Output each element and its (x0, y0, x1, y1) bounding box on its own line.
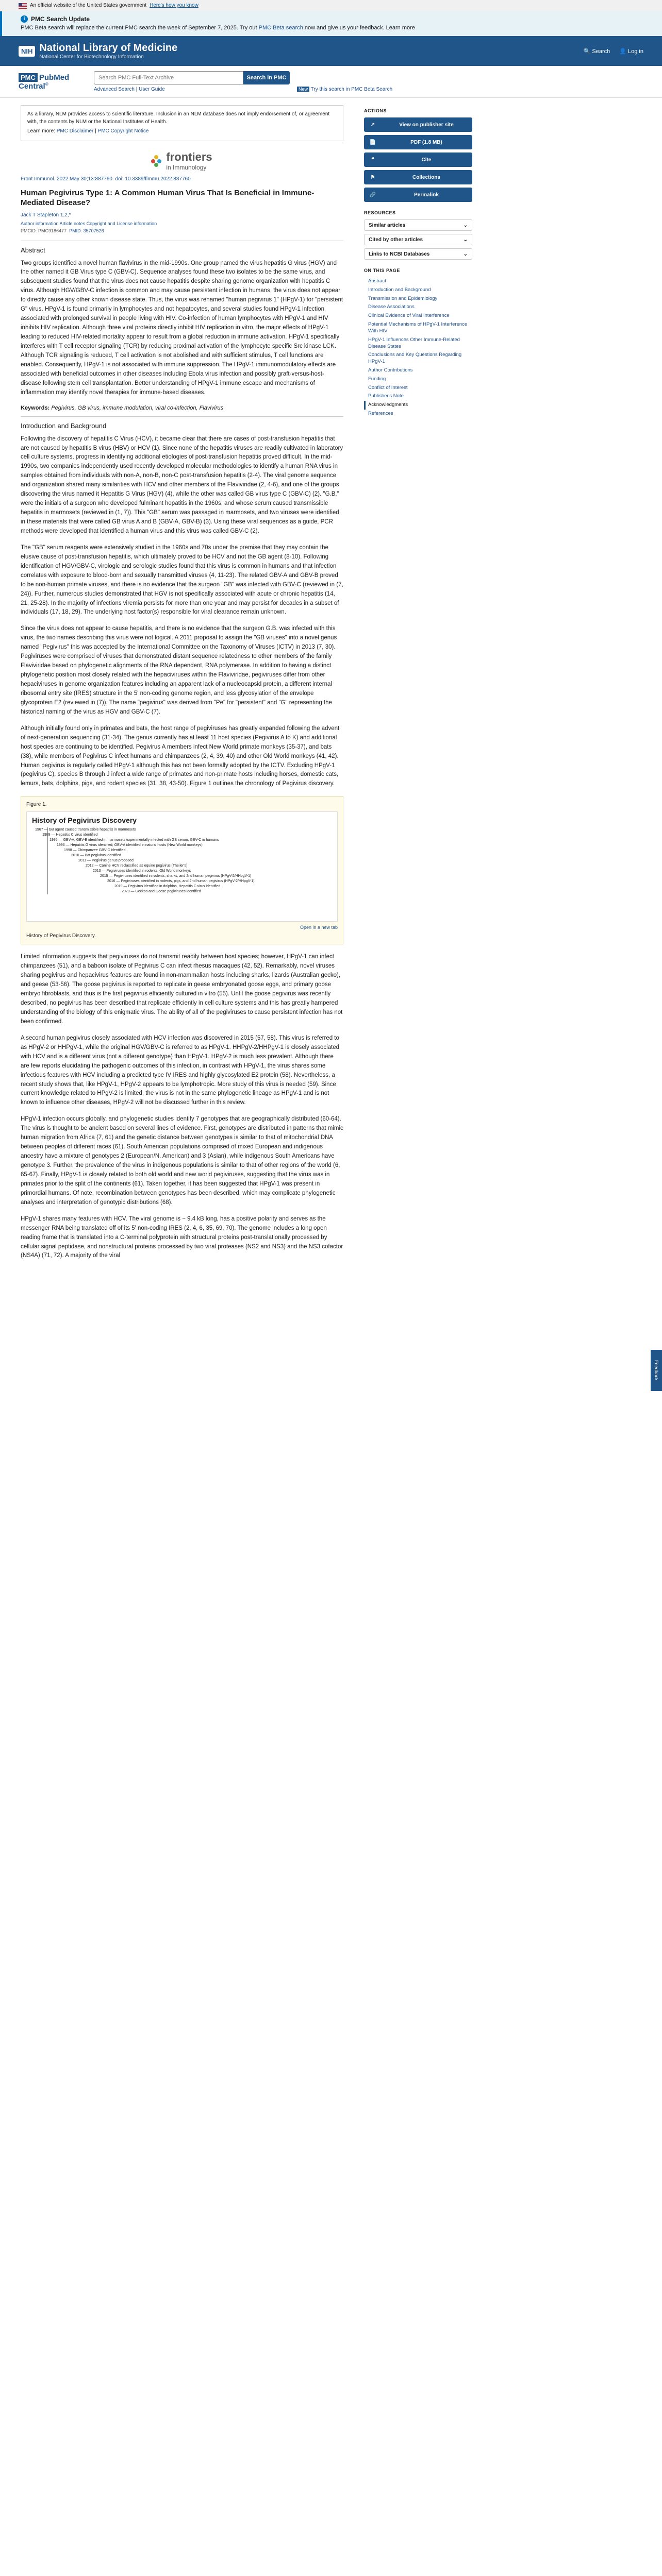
timeline-text: — GBV-A, GBV-B identified in marmosets experimentally infected with GB serum; GBV-C in humans (57, 838, 219, 842)
collections-label: Collections (412, 174, 440, 180)
alert-tail: now and give us your feedback. Learn more (304, 25, 415, 31)
timeline-text: — Pegivirus genus proposed (86, 859, 134, 863)
cited-by-accordion[interactable] (364, 234, 472, 245)
author-list[interactable]: Jack T Stapleton 1,2,* (21, 212, 71, 218)
try-beta-link[interactable]: Try this search in PMC Beta Search (310, 87, 393, 92)
toc-item[interactable]: HPgV-1 Influences Other Immune-Related Disease States (368, 336, 460, 349)
figure-1 (21, 796, 343, 944)
toc-item[interactable]: Publisher's Note (368, 393, 404, 399)
timeline-year: 2019 (114, 885, 123, 889)
nlm-header (0, 36, 662, 66)
timeline-year: 1995 (49, 838, 58, 842)
toc-item[interactable]: Abstract (368, 278, 386, 284)
info-icon: i (21, 15, 28, 23)
us-flag-icon (19, 3, 27, 9)
pmc-search-bar: PMC PubMed Central® Search PMC Full-Text Archive Search in PMC Advanced Search | User Guide New Try this search in PMC Beta Search (0, 66, 662, 98)
cite-button[interactable] (364, 152, 472, 167)
paragraph: HPgV-1 infection occurs globally, and phylogenetic studies identify 7 genotypes that are geographically distributed (60-64). The virus is thought to be ancient based on several lines of evidence. First, genotypes are distributed in patterns that mimic human migration from Africa (7, 61) and the genetic distance between genotypes is similar to that of mitochondrial DNA between peoples of different races (61). South American populations comprised of mixed European and indigenous ancestry have a mixture of genotypes 2 (European/N. American) and 3 (Asian), while indigenous South Americans have genotype 3. Further, the prevalence of the virus in indigenous populations is similar to that of other regions of the world (6, 65-67). Finally, HPgV-1 is closely related to both old world and new world pegiviruses, suggesting that the virus was in primates prior to the split of the continents (61). Taken together, it has been suggested that HPgV-1 was present in primordial humans. Of note, recombination between genotypes has been described, which may complicate phylogenetic analyses and interpretation of genotypic distributions (68). (21, 1116, 343, 1206)
search-update-alert (0, 11, 662, 36)
pmcid: PMCID: PMC9186477 (21, 228, 67, 233)
timeline-text: — Pegiviruses identified in rodents, sharks, and 2nd human pegivirus (HPgV-2/HHpgV-1) (108, 874, 252, 878)
view-publisher-label: View on publisher site (399, 122, 454, 128)
timeline-text: — Geckos and Goose pegiviruses identified (129, 890, 201, 894)
timeline-year: 2020 (122, 890, 130, 894)
timeline-year: 1989 (42, 833, 51, 837)
timeline-year: 1998 (64, 849, 72, 853)
paragraph: A second human pegivirus closely associated with HCV infection was discovered in 2015 (57, 58). This virus is referred to as HPgV-2 or HHPgV-1, while the original HGV/GBV-C is referred to as HPgV-1. HHPgV-2/HHPgV-1 is closely associated with HCV and is a different virus (not a different genotype) than HPgV-1. HPgV-2 is much less prevalent. Although there are few reports elucidating the pathogenic outcomes of this infection, in contrast with HPgV-1, the virus shares some infectious features with HCV including a predicted type IV IRES and highly glycosylated E2 protein (58). Nevertheless, a recent study shows that, like HPgV-1, HPgV-2 appears to be lymphotropic. More study of this virus is needed (59). Since current knowledge related to HPgV-2 is limited, the virus is not in the same phylogenetic lineage as HPgV-1 and is not known to influence other diseases, HPgV-2 will not be discussed further in this review. (21, 1035, 340, 1106)
timeline-year: 2016 (107, 879, 115, 884)
paragraph: The "GB" serum reagents were extensively studied in the 1960s and 70s under the premise that they may contain the elusive cause of post-transfusion hepatitis, which ultimately proved to be HCV and not the GB agent (8-10). Following identification of HGV/GBV-C, virologic and serologic studies found that this virus is common in humans and that infection correlates with exposure to blood-born and sexually transmitted viruses (4, 11-23). The related GBV-A and GBV-B proved to be non-human primate viruses, and there is no evidence that the surgeon "GB" was infected with GBV-C (reviewed in (7, 24)). Further, numerous studies demonstrated that HGV is not specifically associated with acute or chronic hepatitis (14, 21, 25-28). In the majority of infections viremia persists for more than one year and may persist for decades in a subset of individuals (17, 18, 29). The underlying host factor(s) responsible for viral clearance remain unknown. (21, 544, 343, 616)
timeline-event (32, 848, 332, 853)
timeline-event (32, 843, 332, 848)
keywords-label: Keywords: (21, 404, 50, 411)
external-link-icon: ↗ (370, 122, 375, 128)
article-title: Human Pegivirus Type 1: A Common Human Virus That Is Beneficial in Immune-Mediated Disease? (21, 188, 315, 207)
author-info-links[interactable]: Author information Article notes Copyright and License information (21, 221, 157, 226)
figure-caption: History of Pegivirus Discovery. (26, 933, 96, 939)
toc-item[interactable]: References (368, 411, 393, 416)
toc-item[interactable]: Acknowledgments (364, 401, 472, 410)
keywords (21, 405, 343, 411)
timeline-text: — Bat pegivirus identified (79, 854, 121, 858)
beta-search-link[interactable]: PMC Beta search (258, 25, 303, 31)
open-new-tab-link[interactable]: Open in a new tab (300, 925, 338, 930)
nlm-title[interactable]: National Library of Medicine (39, 42, 178, 54)
timeline-axis (47, 827, 48, 894)
ncbi-links-label: Links to NCBI Databases (369, 251, 430, 257)
alert-title: PMC Search Update (31, 15, 90, 23)
divider (21, 416, 343, 417)
intro-heading: Introduction and Background (21, 421, 107, 430)
toc-item[interactable]: Clinical Evidence of Viral Interference (368, 313, 450, 319)
paragraph: Limited information suggests that pegiviruses do not transmit readily between host species; however, HPgV-1 can infect chimpanzees (51), and a baboon isolate of Pegivirus C can infect rhesus macaques (42, 52). Remarkably, novel viruses sharing pegivirus and hepacivirus features are found in non-mammalian hosts including sharks, lizards (Australian gecko), and geese (53-56). The goose pegivirus is reported to replicate in geese embryonated goose eggs, and primary goose embryo fibroblasts, and thus is the first pegivirus efficiently cultured in vitro (55). Until the goose pegivirus was recently described, no pegivirus has been described that replicate efficiently in cell culture systems and this has greatly hampered understanding of the biology of this enigmatic virus. The ability of all of the pegiviruses to cause persistent infection has not been confirmed. (21, 954, 343, 1025)
alert-text: PMC Beta search will replace the current PMC search the week of September 7, 2025. Try out (21, 25, 257, 31)
frontiers-mark-icon (150, 154, 163, 167)
view-publisher-button[interactable] (364, 117, 472, 132)
header-search-label: Search (592, 48, 610, 55)
nih-logo[interactable]: NIH (19, 46, 35, 57)
timeline-event (32, 853, 332, 858)
abstract-text: Two groups identified a novel human flavivirus in the mid-1990s. One group named the virus hepatitis G virus (HGV) and the other named it GB Virus type C (GBV-C). Sequence analyses found these two isolates to be the same virus, and subsequent studies found that the virus does not cause hepatitis despite sharing genome organization with hepatitis C virus. Although HGV/GBV-C infection is common and may cause persistent infection in humans, the virus does not appear to directly cause any other known disease state. Thus, the virus was renamed "human pegivirus 1" (HPgV-1) for "persistent G" virus. HPgV-1 is found primarily in lymphocytes and not hepatocytes, and several studies found HPgV-1 infection associated with prolonged survival in people living with HIV. Co-infection of human lymphocytes with HPgV-1 and HIV inhibits HIV replication. Although three viral proteins directly inhibit HIV replication in vitro, the major effects of HPgV-1 leading to reduced HIV-related mortality appear to result from a global reduction in immune activation. HPgV-1 specifically interferes with T cell receptor signaling (TCR) by reducing proximal activation of the lymphocyte specific Src kinase LCK. Although TCR signaling is reduced, T cell activation is not abolished and with sufficient stimulus, T cell functions are enabled. Consequently, HPgV-1 is not associated with immune suppression. The HPgV-1 immunomodulatory effects are associated with beneficial outcomes in other diseases including Ebola virus infection and possibly graft-versus-host-disease following stem cell transplantation. Better understanding of HPgV-1 immune escape and mechanisms of inflammation may identify novel therapies for immune-based diseases. (21, 260, 343, 396)
chevron-down-icon: ⌄ (463, 251, 468, 257)
timeline-year: 2011 (78, 859, 87, 863)
abstract-heading: Abstract (21, 246, 45, 254)
resources-heading: RESOURCES (364, 210, 396, 215)
journal-brand: frontiers (166, 150, 212, 163)
document-icon: 📄 (369, 139, 376, 145)
timeline-year: 1996 (57, 843, 65, 848)
toc-item[interactable]: Conclusions and Key Questions Regarding HPgV-1 (368, 352, 462, 365)
citation[interactable]: Front Immunol. 2022 May 30;13:887760. doi: 10.3389/fimmu.2022.887760 (21, 176, 191, 182)
login-button[interactable]: 👤 Log in (619, 48, 643, 55)
timeline-year: 2015 (100, 874, 108, 878)
login-label: Log in (628, 48, 643, 55)
gov-banner (0, 0, 662, 11)
header-search-button[interactable]: 🔍 Search (583, 48, 610, 55)
timeline (32, 827, 332, 894)
timeline-event (32, 833, 332, 838)
paragraph: Since the virus does not appear to cause hepatitis, and there is no evidence that the surgeon G.B. was infected with this virus, the two names describing this virus were not logical. A 2011 proposal to assign the "GB viruses" into a novel genus named "Pegivirus" this was accepted by the International Committee on the Taxonomy of Viruses (ICTV) in 2013 (7, 30). Pegiviruses were comprised of viruses that demonstrated distant sequence relatedness to other members of the family Flaviviridae based on phylogenetic alignments of the RNA dependent, RNA polymerase. In addition to having a distinct phylogenetic position most closely related with the hepaciviruses within the Flaviviridae, pegiviruses differ from other hepaciviruses in genome organization features including an apparent lack of a nucleocapsid protein, a different internal ribosomal entry site (IRES) structure in the 5' non-coding genome region, and less glycosylation of the envelope glycoprotein E2 (reviewed in (7)). The name "pegivirus" was derived from "Pe" for "persistent" and "G" representing the historical naming of the virus as HGV and GBV-C (7). (21, 625, 337, 715)
gov-banner-link[interactable]: Here's how you know (150, 3, 198, 8)
pdf-button[interactable] (364, 135, 472, 149)
on-this-page-heading: ON THIS PAGE (364, 268, 400, 273)
toc-item[interactable]: Disease Associations (368, 304, 415, 310)
timeline-text: — Pegivirus identified in dolphins, Hepatitis C virus identified (122, 885, 221, 889)
nlm-subtitle: National Center for Biotechnology Information (39, 54, 144, 60)
timeline-year: 2012 (86, 864, 94, 868)
timeline-event (32, 858, 332, 863)
pmc-search-input[interactable]: Search PMC Full-Text Archive (94, 71, 243, 84)
search-in-pmc-button[interactable]: Search in PMC (243, 71, 290, 84)
article-ids (21, 228, 343, 233)
toc-item[interactable]: Transmission and Epidemiology (368, 295, 438, 301)
sidebar (364, 98, 472, 1268)
timeline-event (32, 884, 332, 889)
gov-banner-text: An official website of the United States government (30, 3, 147, 8)
link-icon: 🔗 (369, 192, 376, 198)
timeline-year: 1967 (35, 828, 43, 832)
timeline-text: — Pegiviruses identified in rodents, pigs, and 2nd human pegivirus (HPgV-2/HHpgV-1) (115, 879, 255, 884)
timeline-text: — GB agent caused transmissible hepatitis in marmosets (43, 828, 136, 832)
chevron-down-icon: ⌄ (463, 236, 468, 243)
timeline-event (32, 869, 332, 874)
figure-label: Figure 1. (26, 802, 47, 808)
feedback-button[interactable]: Feedback (651, 1350, 662, 1391)
timeline-text: — Chimpanzee GBV-C identified (72, 849, 126, 853)
pmc-logo-mark: PMC (19, 73, 38, 82)
toc-item[interactable]: Potential Mechanisms of HPgV-1 Interference With HIV (368, 321, 468, 334)
pmc-disclaimer-link[interactable]: PMC Disclaimer (56, 128, 94, 134)
toc-item[interactable]: Funding (368, 376, 386, 382)
user-guide-link[interactable]: User Guide (139, 87, 165, 92)
article-main (19, 98, 343, 1268)
toc-item[interactable]: Author Contributions (368, 367, 413, 373)
journal-logo[interactable] (19, 150, 343, 171)
journal-sub: in Immunology (166, 163, 207, 171)
similar-articles-accordion[interactable] (364, 219, 472, 231)
timeline-text: — Hepatitis G virus identified; GBV-A identified in natural hosts (New World monkeys) (64, 843, 203, 848)
timeline-event (32, 889, 332, 894)
quote-icon: ❝ (371, 157, 374, 163)
collections-button[interactable] (364, 170, 472, 184)
timeline-text: — Pegiviruses identified in rodents, Old World monkeys (101, 869, 191, 873)
permalink-button[interactable] (364, 188, 472, 202)
timeline-event (32, 879, 332, 884)
figure-title: History of Pegivirus Discovery (32, 816, 137, 825)
disclaimer-text: As a library, NLM provides access to scientific literature. Inclusion in an NLM database does not imply endorsement of, or agreement with, the contents by NLM or the National Institutes of Health. (27, 111, 330, 125)
timeline-year: 2013 (93, 869, 101, 873)
timeline-text: — Hepatitis C virus identified (50, 833, 98, 837)
paragraph: Following the discovery of hepatitis C Virus (HCV), it became clear that there are cases of post-transfusion hepatitis that are not caused by hepatitis B virus (HBV) or HCV (1). Since none of the hepatitis viruses are readily cultivated in laboratory cell culture systems, progress in identifying additional etiologies of post-transfusion hepatitis proved difficult. In the mid-1990s, two companies independently used recently developed molecular methodologies to identify a human RNA virus in samples obtained from individuals with non-A, non-B, non-C post-transfusion hepatitis (2-4). The viral genome sequence and organization shared many similarities with HCV and other members of the Flaviviridae (2, 4-6), and one of the groups discovering the virus named it Hepatitis G Virus (HGV) (4), while the other was called GB virus type C (GBV-C) (2). "G.B." were the initials of a surgeon who developed fulminant hepatitis in the 1960s, and whose serum caused transmissible hepatitis in marmosets (reviewed in (1, 7)). This "GB" serum was passaged in marmosets, and two viruses were identified in these materials that were called GB virus A and B (GBV-A, GBV-B) (3). Using these viral sequences as a guide, PCR methods were developed that identified a human virus and this virus was called GBV-C (2). (21, 435, 343, 534)
similar-articles-label: Similar articles (369, 222, 406, 228)
timeline-event (32, 838, 332, 843)
timeline-event (32, 874, 332, 879)
timeline-event (32, 827, 332, 833)
advanced-search-link[interactable]: Advanced Search (94, 87, 135, 92)
pmc-logo-text: PubMed Central (19, 73, 70, 91)
disclaimer-sep: | (95, 128, 96, 134)
timeline-text: — Canine HCV reclassified as equine pegivirus (Theiler's) (93, 864, 188, 868)
permalink-label: Permalink (414, 192, 439, 198)
paragraph: Although initially found only in primates and bats, the host range of pegiviruses has greatly expanded following the advent of next-generation sequencing (31-34). The genus currently has at least 11 host species (Pegivirus A to K) and additional host species are continuing to be identified. Pegivirus A members infect New World primate monkeys (35-37), and bats (38), while members of Pegivirus C infect humans and chimpanzees (2, 4, 39, 40) and other Old World monkeys (41, 42). Human pegivirus is regularly called HPgV-1 although this has not been formally adopted by the ICTV. Excluding HPgV-1 (pegivirus C), species B through J infect a wide range of primates and non-primate hosts including horses, domestic cats, lemurs, bats, dolphins, pigs, and rodent species (31, 38, 43-50). Figure 1 outlines the chronology of Pegivirus discovery. (21, 725, 340, 787)
pmid-link[interactable]: PMID: 35707526 (69, 228, 104, 233)
cited-by-label: Cited by other articles (369, 236, 423, 243)
chevron-down-icon: ⌄ (463, 222, 468, 228)
toc-item[interactable]: Conflict of Interest (368, 384, 408, 391)
toc-item[interactable]: Introduction and Background (368, 286, 431, 293)
actions-heading: ACTIONS (364, 108, 387, 113)
timeline-year: 2010 (71, 854, 79, 858)
pdf-label: PDF (1.8 MB) (410, 139, 442, 145)
ncbi-links-accordion[interactable] (364, 248, 472, 260)
timeline-event (32, 863, 332, 869)
cite-label: Cite (421, 157, 432, 163)
new-tag: New (297, 87, 309, 92)
pmc-copyright-link[interactable]: PMC Copyright Notice (97, 128, 149, 134)
bookmark-icon: ⚑ (370, 174, 375, 180)
figure-image[interactable] (26, 811, 338, 922)
nlm-disclaimer (21, 105, 343, 141)
pmc-logo-reg: ® (45, 81, 48, 87)
learn-more-label: Learn more: (27, 128, 55, 134)
pmc-logo[interactable] (19, 73, 75, 91)
keywords-list: Pegivirus, GB virus, immune modulation, viral co-infection, Flavivirus (51, 404, 224, 411)
table-of-contents (364, 277, 472, 418)
paragraph: HPgV-1 shares many features with HCV. The viral genome is ~ 9.4 kB long, has a positive polarity and serves as the messenger RNA being translated off of its 5' non-coding IRES (2, 4, 6, 35, 69, 70). The genome includes a long open reading frame that is translated into a C-terminal polyprotein with structural proteins post-translationally processed by cellular signal peptidase, and nonstructural proteins processed by two viral proteases (NS2 and NS3) and the NS3 cofactor (NS4A) (71, 72). A majority of the viral (21, 1215, 343, 1259)
